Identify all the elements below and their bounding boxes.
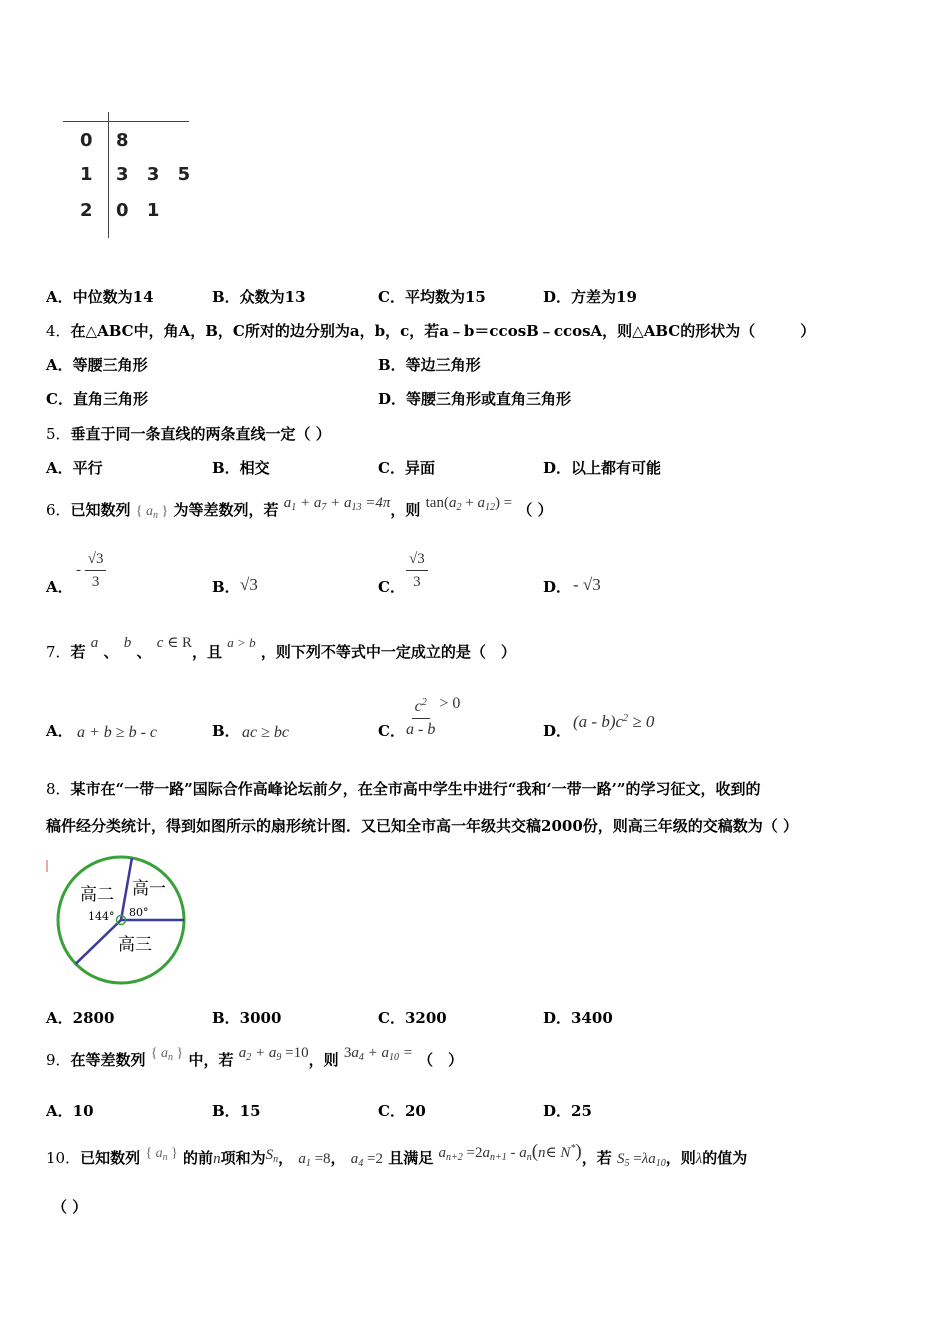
q10-text-1: 已知数列 xyxy=(80,1149,141,1167)
angle-label-144: 144° xyxy=(88,910,115,923)
q6-option-b-label: B． xyxy=(212,578,240,596)
q6-sequence-an: { $a_n$ } xyxy=(135,504,169,521)
q6-text-4: （ ） xyxy=(517,501,553,519)
q8-option-d[interactable]: D．3400 xyxy=(543,1009,613,1027)
stem-leaf-vline xyxy=(108,112,109,238)
q7-question xyxy=(46,632,516,673)
q7-option-a-label: A． xyxy=(46,722,73,740)
q6-number: 6． xyxy=(46,501,71,519)
q6-target: $\tan(a_2 + a_{12})$ = xyxy=(425,495,513,513)
q7-option-b[interactable] xyxy=(212,720,240,741)
q9-condition: $a_2 + a_9 =10$ xyxy=(238,1045,309,1063)
pie-radius-line-2 xyxy=(76,920,121,964)
q9-number: 9． xyxy=(46,1051,71,1069)
q8-text-1: 某市在“一带一路”国际合作高峰论坛前夕，在全市高中学生中进行“我和‘一带一路’”的学习征文，收到的 xyxy=(70,780,761,798)
q4-question xyxy=(46,320,815,341)
q7-option-d[interactable] xyxy=(543,720,571,741)
q5-text: 垂直于同一条直线的两条直线一定（ ） xyxy=(70,425,331,443)
angle-label-80: 80° xyxy=(129,906,149,919)
leaf-row-0 xyxy=(116,130,129,151)
leaf-value: 8 xyxy=(116,130,129,151)
q7-text-3: 、 xyxy=(136,643,152,661)
leaf-value: 1 xyxy=(146,200,160,221)
q6-option-a-label: A． xyxy=(46,578,73,596)
q7-option-d-label: D． xyxy=(543,722,572,740)
leaf-row-2 xyxy=(116,200,159,221)
q10-var-n: n xyxy=(213,1151,221,1167)
slice-label-gaosan: 高三 xyxy=(118,935,152,955)
q7-number: 7． xyxy=(46,643,71,661)
q6-option-b-value: √3 xyxy=(240,575,258,594)
q9-sequence-an: { $a_n$ } xyxy=(150,1046,184,1063)
q10-text-4: ， xyxy=(278,1149,294,1167)
q6-option-a-value: - $\frac{√3}{3}$ xyxy=(76,548,106,593)
q7-var-b: b xyxy=(123,635,132,651)
q7-option-c[interactable] xyxy=(378,720,405,741)
q7-text-5: ，则下列不等式中一定成立的是（ ） xyxy=(260,643,516,661)
q7-option-a[interactable] xyxy=(46,720,73,741)
stem-row-2 xyxy=(80,200,93,221)
q5-option-b[interactable]: B．相交 xyxy=(212,459,270,477)
q10-s5: $S_5 =\lambda a_{10}$ xyxy=(616,1151,666,1169)
q10-a4: $a_4 =2$ xyxy=(350,1151,384,1169)
q4-option-d[interactable]: D．等腰三角形或直角三角形 xyxy=(378,390,572,408)
q3-option-a[interactable]: A．中位数为14 xyxy=(46,288,154,306)
q7-option-c-value: $\frac{c^2}{a - b}$ > 0 xyxy=(406,692,460,741)
q9-text-3: ，则 xyxy=(308,1051,339,1069)
slice-label-gaoyi: 高一 xyxy=(132,879,166,899)
q4-option-c[interactable]: C．直角三角形 xyxy=(46,390,148,408)
q6-option-c-label: C． xyxy=(378,578,405,596)
q8-option-a[interactable]: A．2800 xyxy=(46,1009,115,1027)
q5-option-d[interactable]: D．以上都有可能 xyxy=(543,459,662,477)
q5-number: 5． xyxy=(46,425,71,443)
leaf-value: 3 xyxy=(146,164,160,185)
q7-option-b-value: ac ≥ bc xyxy=(242,724,289,741)
q5-option-c[interactable]: C．异面 xyxy=(378,459,435,477)
stem-row-1 xyxy=(80,164,93,185)
q9-option-c[interactable]: C．20 xyxy=(378,1102,426,1120)
pie-chart xyxy=(46,852,196,992)
stem-row-0 xyxy=(80,130,93,151)
q6-text-2: 为等差数列，若 xyxy=(173,501,279,519)
q6-option-c-value: $\frac{√3}{3}$ xyxy=(406,548,428,593)
q10-number: 10． xyxy=(46,1149,81,1167)
stem-leaf-hline xyxy=(63,121,189,122)
q6-question xyxy=(46,490,553,536)
q7-var-a: a xyxy=(90,635,99,651)
q8-number: 8． xyxy=(46,780,71,798)
q7-in-r: ∈ R xyxy=(163,635,193,651)
q9-option-d[interactable]: D．25 xyxy=(543,1102,592,1120)
q3-option-d[interactable]: D．方差为19 xyxy=(543,288,637,306)
q10-lambda: λ xyxy=(695,1151,703,1167)
q7-text-1: 若 xyxy=(70,643,86,661)
q9-text-2: 中，若 xyxy=(188,1051,234,1069)
q4-text: 在△ABC中，角A，B，C所对的边分别为a，b，c，若a﹣b＝ccosB﹣ccosA，则△ABC的形状为（ ） xyxy=(70,322,816,340)
q7-option-b-label: B． xyxy=(212,722,240,740)
q7-option-d-value: $(a - b)c^2 \ge 0$ xyxy=(573,712,655,731)
q4-option-a[interactable]: A．等腰三角形 xyxy=(46,356,148,374)
q6-text-3: ，则 xyxy=(390,501,421,519)
q4-number: 4． xyxy=(46,322,71,340)
q7-text-4: ，且 xyxy=(192,643,223,661)
q6-option-d[interactable] xyxy=(543,576,571,597)
stem-leaf-plot xyxy=(60,110,195,240)
slice-label-gaoer: 高二 xyxy=(80,885,114,905)
q8-option-c[interactable]: C．3200 xyxy=(378,1009,447,1027)
q10-text-5: ， xyxy=(330,1149,346,1167)
q10-recurrence: $a_{n+2} =2a_{n+1}$ - $a_n(n\in$ N*) xyxy=(438,1141,582,1163)
q6-option-d-label: D． xyxy=(543,578,572,596)
q10-text-6: 且满足 xyxy=(388,1149,434,1167)
q10-a1: $a_1 =8$ xyxy=(298,1151,331,1169)
q7-condition: a > b xyxy=(227,635,256,650)
q10-text-9: 的值为 xyxy=(702,1149,748,1167)
q7-option-c-label: C． xyxy=(378,722,405,740)
q3-option-c[interactable]: C．平均数为15 xyxy=(378,288,486,306)
q9-question xyxy=(46,1040,463,1086)
q10-text-2: 的前 xyxy=(183,1149,214,1167)
q5-option-a[interactable]: A．平行 xyxy=(46,459,103,477)
q6-condition: $a_1 + a_7 + a_{13} =4\pi$ xyxy=(283,495,391,513)
q6-option-d-value: - √3 xyxy=(573,575,601,594)
leaf-row-1 xyxy=(116,164,190,185)
q9-option-a[interactable]: A．10 xyxy=(46,1102,94,1120)
q10-sum-sn: $S_n$ xyxy=(265,1147,279,1165)
q6-option-a[interactable] xyxy=(46,576,73,597)
q10-sequence-an: { $a_n$ } xyxy=(145,1146,178,1163)
q5-question xyxy=(46,423,331,444)
q9-target: $3a_4 + a_{10}$ = xyxy=(343,1045,413,1063)
q10-question xyxy=(46,1135,747,1184)
stem-value: 1 xyxy=(80,164,93,185)
q4-option-b[interactable]: B．等边三角形 xyxy=(378,356,481,374)
q10-text-3: 项和为 xyxy=(220,1149,266,1167)
q8-line-2: 稿件经分类统计，得到如图所示的扇形统计图．又已知全市高一年级共交稿2000份，则高三年级的交稿数为（ ） xyxy=(46,817,798,835)
q10-text-7: ，若 xyxy=(581,1149,612,1167)
q6-text-1: 已知数列 xyxy=(70,501,131,519)
q6-option-b[interactable] xyxy=(212,576,240,597)
q7-text-2: 、 xyxy=(103,643,119,661)
leaf-value: 3 xyxy=(116,164,129,185)
q8-option-b[interactable]: B．3000 xyxy=(212,1009,282,1027)
q6-option-c[interactable] xyxy=(378,576,405,597)
q8-line-1 xyxy=(46,778,761,799)
stem-value: 2 xyxy=(80,200,93,221)
leaf-value: 0 xyxy=(116,200,129,221)
q9-option-b[interactable]: B．15 xyxy=(212,1102,261,1120)
q7-var-c: c xyxy=(156,635,164,651)
stem-value: 0 xyxy=(80,130,93,151)
q7-option-a-value: a + b ≥ b - c xyxy=(77,724,158,741)
q10-answer-paren: （ ） xyxy=(52,1198,88,1216)
q9-text-4: （ ） xyxy=(418,1051,464,1069)
q10-text-8: ，则 xyxy=(665,1149,696,1167)
q9-text-1: 在等差数列 xyxy=(70,1051,146,1069)
q3-option-b[interactable]: B．众数为13 xyxy=(212,288,306,306)
leaf-value: 5 xyxy=(177,164,191,185)
